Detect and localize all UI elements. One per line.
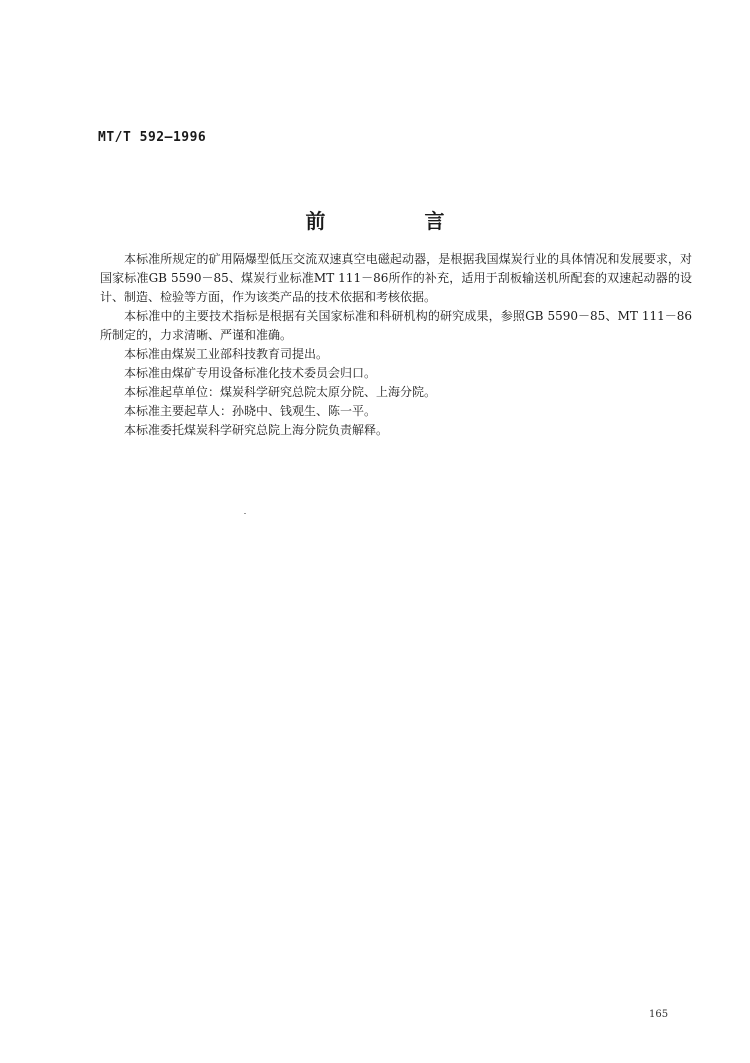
paragraph-scope: 本标准所规定的矿用隔爆型低压交流双速真空电磁起动器，是根据我国煤炭行业的具体情况和发展要求，对国家标准GB 5590－85、煤炭行业标准MT 111－86所作的补充，适用于刮板输送机所配套的双速起动器的设计、制造、检验等方面，作为该类产品的技术依据和考核依据。: [100, 252, 692, 304]
standard-code: MT/T 592—1996: [98, 130, 207, 145]
page-title: 前 言: [305, 209, 491, 233]
page-number: 165: [649, 1009, 669, 1020]
paragraph-basis: 本标准中的主要技术指标是根据有关国家标准和科研机构的研究成果，参照GB 5590－85、MT 111－86所制定的，力求清晰、严谨和准确。: [100, 309, 692, 342]
scan-speck: [244, 513, 246, 514]
paragraph-drafting-units: 本标准起草单位：煤炭科学研究总院太原分院、上海分院。: [124, 385, 437, 399]
paragraph-proposer: 本标准由煤炭工业部科技教育司提出。: [124, 347, 329, 361]
foreword-body: [100, 250, 692, 440]
paragraph-centralizer: 本标准由煤矿专用设备标准化技术委员会归口。: [124, 366, 377, 380]
paragraph-interpretation: 本标准委托煤炭科学研究总院上海分院负责解释。: [124, 423, 389, 437]
paragraph-drafters: 本标准主要起草人：孙晓中、钱观生、陈一平。: [124, 404, 377, 418]
